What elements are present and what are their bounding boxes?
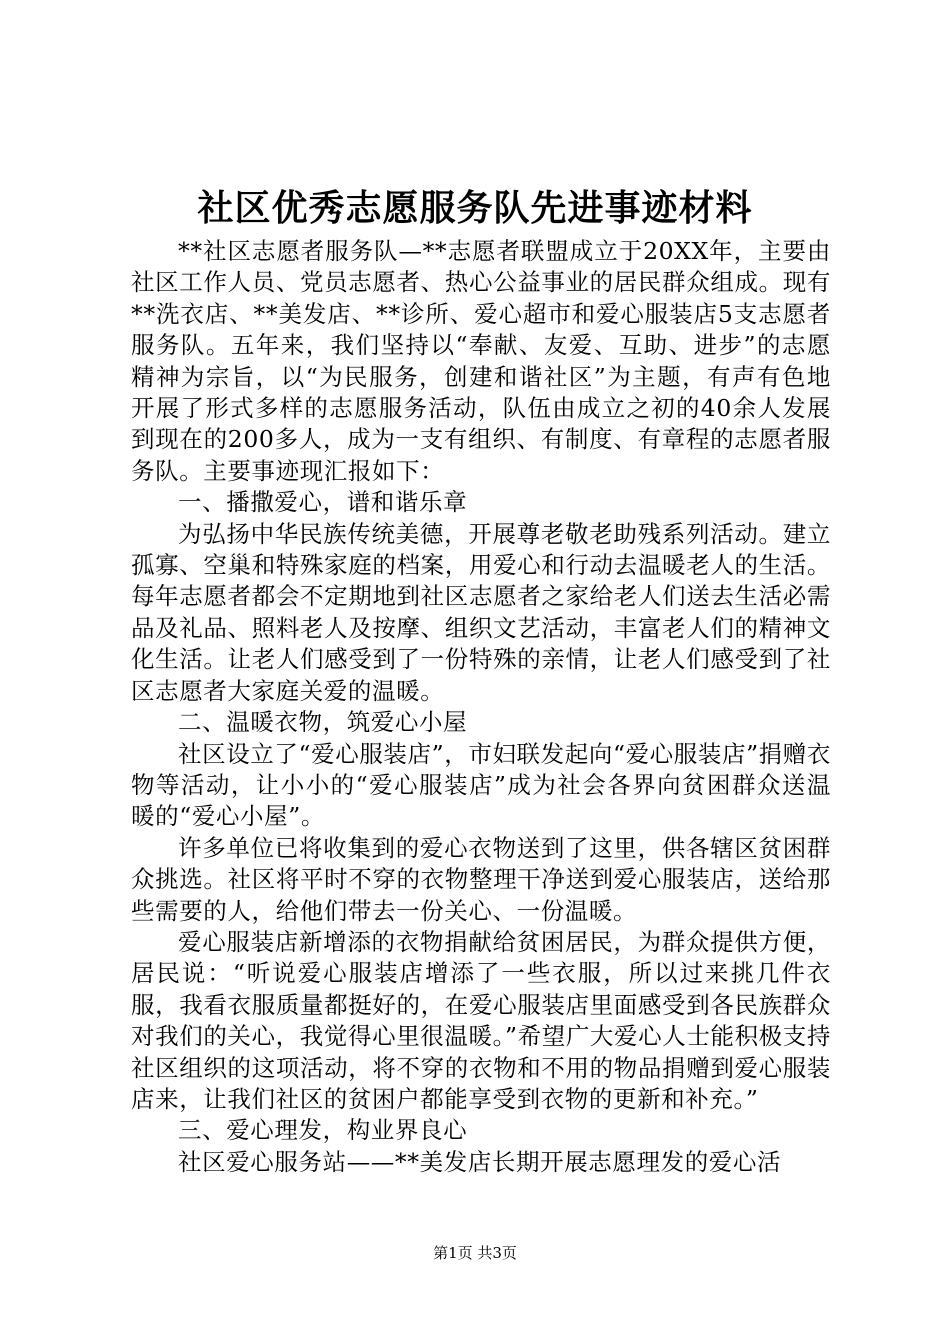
section-heading-2: 二、温暖衣物，筑爱心小屋	[178, 708, 468, 737]
intro-paragraph: **社区志愿者服务队—**志愿者联盟成立于20XX年，主要由社区工作人员、党员志愿者、热心公益事业的居民群众组成。现有**洗衣店、**美发店、**诊所、爱心超市和爱心服装店5支志愿者服务队。五年来，我们坚持以“奉献、友爱、互助、进步”的志愿精神为宗旨，以“为民服务，创建和谐社区”为主题，有声有色地开展了形式多样的志愿服务活动，队伍由成立之初的40余人发展到现在的200多人，成为一支有组织、有制度、有章程的志愿者服务队。主要事迹现汇报如下：	[131, 237, 831, 485]
section-2-paragraph-2: 许多单位已将收集到的爱心衣物送到了这里，供各辖区贫困群众挑选。社区将平时不穿的衣物整理干净送到爱心服装店，送给那些需要的人，给他们带去一份关心、一份温暖。	[131, 833, 831, 925]
document-title: 社区优秀志愿服务队先进事迹材料	[197, 187, 753, 229]
section-1-paragraph: 为弘扬中华民族传统美德，开展尊老敬老助残系列活动。建立孤寡、空巢和特殊家庭的档案，用爱心和行动去温暖老人的生活。每年志愿者都会不定期地到社区志愿者之家给老人们送去生活必需品及礼品、照料老人及按摩、组织文艺活动，丰富老人们的精神文化生活。让老人们感受到了一份特殊的亲情，让老人们感受到了社区志愿者大家庭关爱的温暖。	[131, 519, 831, 705]
page-footer: 第1页 共3页	[433, 1244, 517, 1262]
section-heading-1: 一、播撒爱心，谱和谐乐章	[178, 488, 468, 517]
document-body	[131, 236, 831, 1178]
section-2-paragraph-1: 社区设立了“爱心服装店”，市妇联发起向“爱心服装店”捐赠衣物等活动，让小小的“爱心服装店”成为社会各界向贫困群众送温暖的“爱心小屋”。	[131, 739, 831, 831]
section-3-paragraph: 社区爱心服务站——**美发店长期开展志愿理发的爱心活	[178, 1147, 782, 1176]
section-2-paragraph-3: 爱心服装店新增添的衣物捐献给贫困居民，为群众提供方便，居民说：“听说爱心服装店增添了一些衣服，所以过来挑几件衣服，我看衣服质量都挺好的，在爱心服装店里面感受到各民族群众对我们的关心，我觉得心里很温暖。”希望广大爱心人士能积极支持社区组织的这项活动，将不穿的衣物和不用的物品捐赠到爱心服装店来，让我们社区的贫困户都能享受到衣物的更新和补充。”	[131, 927, 831, 1113]
section-heading-3: 三、爱心理发，构业界良心	[178, 1116, 468, 1145]
